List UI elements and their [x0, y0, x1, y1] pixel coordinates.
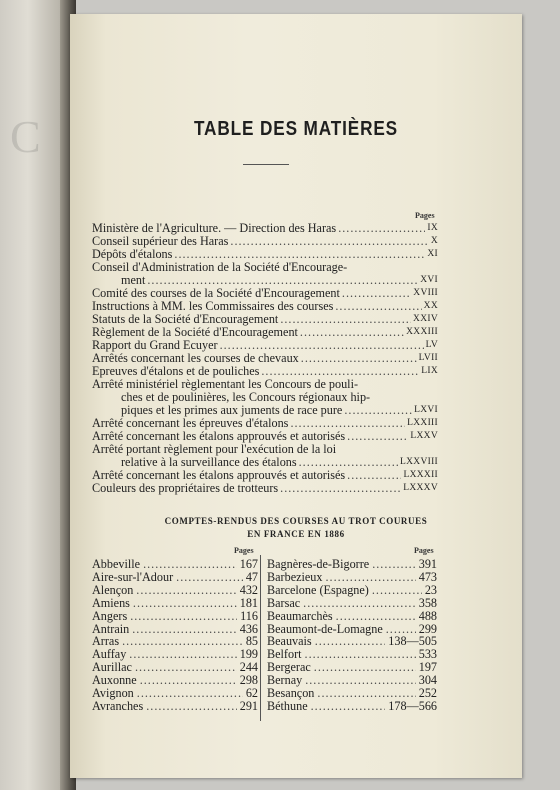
- index-place-name: Barsac: [267, 595, 301, 610]
- index-leader-dots: [326, 571, 416, 584]
- column-divider: [260, 555, 261, 721]
- section-heading-line1: COMPTES-RENDUS DES COURSES AU TROT COURUES: [164, 516, 428, 526]
- index-row: [267, 558, 437, 571]
- index-leader-dots: [311, 700, 386, 713]
- toc-entry-page: LXXIII: [407, 418, 438, 428]
- index-place-name: Arras: [92, 634, 120, 649]
- toc-entry-page: LXXVIII: [400, 457, 438, 467]
- toc-leader-dots: [300, 326, 404, 339]
- right-col-pages-label: Pages: [414, 546, 434, 555]
- toc-entry-title: Dépôts d'étalons: [92, 247, 173, 261]
- toc-entry-continuation: ment: [121, 273, 146, 287]
- toc-leader-dots: [347, 469, 401, 482]
- toc-entry-continuation: relative à la surveillance des étalons: [121, 455, 297, 469]
- toc-entry-title: Arrêté concernant les étalons approuvés et autorisés: [92, 429, 346, 443]
- section-heading-line2: EN FRANCE EN 1886: [247, 529, 345, 539]
- toc-entry-page: XVIII: [413, 288, 438, 298]
- index-page-number: 291: [239, 698, 258, 713]
- index-page-number: 178—566: [388, 698, 437, 713]
- index-place-name: Auxonne: [92, 673, 137, 688]
- toc-entry-title: Règlement de la Société d'Encouragement: [92, 325, 298, 339]
- toc-entry-page: LVII: [418, 353, 438, 363]
- title-rule: [243, 164, 289, 165]
- index-place-name: Antrain: [92, 621, 130, 636]
- left-col-pages-label: Pages: [234, 546, 254, 555]
- index-row: [267, 610, 437, 623]
- toc-leader-dots: [335, 300, 421, 313]
- index-place-name: Barbezieux: [267, 569, 323, 584]
- index-place-name: Aurillac: [92, 660, 132, 675]
- index-place-name: Beauvais: [267, 634, 312, 649]
- index-place-name: Amiens: [92, 595, 130, 610]
- index-page-number: 23: [424, 582, 437, 597]
- index-leader-dots: [136, 584, 236, 597]
- toc-leader-dots: [280, 482, 401, 495]
- index-page-number: 47: [245, 569, 258, 584]
- index-page-number: 436: [239, 621, 258, 636]
- index-row: [267, 584, 437, 597]
- toc-entry-continuation: piques et les primes aux juments de race pure: [121, 403, 343, 417]
- toc-entry-title: Epreuves d'étalons et de pouliches: [92, 364, 260, 378]
- index-leader-dots: [137, 687, 243, 700]
- toc-entry-title: Conseil supérieur des Haras: [92, 234, 229, 248]
- toc-entry-title: Arrêtés concernant les courses de chevaux: [92, 351, 299, 365]
- toc-leader-dots: [344, 404, 412, 417]
- index-leader-dots: [305, 674, 416, 687]
- index-leader-dots: [122, 635, 243, 648]
- index-place-name: Alençon: [92, 582, 134, 597]
- toc-entry-page: XVI: [420, 275, 438, 285]
- index-leader-dots: [305, 648, 416, 661]
- index-place-name: Avignon: [92, 686, 134, 701]
- toc-list: [92, 222, 438, 495]
- index-page-number: 298: [239, 673, 258, 688]
- index-row: [92, 584, 258, 597]
- index-row: [92, 597, 258, 610]
- book-page: [70, 14, 522, 778]
- index-place-name: Bergerac: [267, 660, 311, 675]
- index-page-number: 533: [418, 647, 437, 662]
- toc-entry-page: LV: [425, 340, 438, 350]
- index-row: [267, 597, 437, 610]
- index-leader-dots: [176, 571, 243, 584]
- toc-entry-title: Rapport du Grand Ecuyer: [92, 338, 218, 352]
- toc-entry-title: Comité des courses de la Société d'Encouragement: [92, 286, 340, 300]
- toc-entry-title: Instructions à MM. les Commissaires des courses: [92, 299, 334, 313]
- index-place-name: Beaumont-de-Lomagne: [267, 621, 383, 636]
- toc-entry-page: XX: [423, 301, 438, 311]
- page-title: TABLE DES MATIÈRES: [193, 118, 399, 140]
- toc-entry-page: IX: [427, 223, 438, 233]
- index-leader-dots: [315, 635, 386, 648]
- toc-entry-first-line: Conseil d'Administration de la Société d'Encourage-: [92, 260, 348, 274]
- index-leader-dots: [143, 558, 237, 571]
- toc-leader-dots: [230, 235, 428, 248]
- index-leader-dots: [140, 674, 237, 687]
- index-page-number: 138—505: [388, 634, 437, 649]
- toc-entry-page: XXXIII: [406, 327, 438, 337]
- index-page-number: 244: [239, 660, 258, 675]
- toc-entry-page: LXXXV: [403, 483, 438, 493]
- index-place-name: Bagnères-de-Bigorre: [267, 557, 370, 571]
- toc-entry-title: Statuts de la Société d'Encouragement: [92, 312, 279, 326]
- toc-leader-dots: [342, 287, 411, 300]
- index-page-number: 197: [418, 660, 437, 675]
- index-place-name: Avranches: [92, 698, 144, 713]
- index-place-name: Béthune: [267, 698, 308, 713]
- index-leader-dots: [130, 610, 237, 623]
- toc-entry-page: LIX: [421, 366, 438, 376]
- index-leader-dots: [314, 661, 416, 674]
- index-row: [267, 700, 437, 713]
- toc-pages-label: Pages: [415, 211, 435, 220]
- toc-entry-middle-line: ches et de poulinières, les Concours régionaux hip-: [121, 390, 371, 404]
- index-page-number: 199: [239, 647, 258, 662]
- toc-entry-page: X: [430, 236, 438, 246]
- toc-entry-page: LXXXII: [403, 470, 438, 480]
- index-place-name: Auffay: [92, 647, 127, 662]
- index-place-name: Angers: [92, 608, 128, 623]
- index-row: [92, 700, 258, 713]
- index-page-number: 391: [418, 557, 437, 571]
- index-leader-dots: [372, 584, 422, 597]
- toc-entry-first-line: Arrêté ministériel règlementant les Concours de pouli-: [92, 377, 359, 391]
- toc-entry-title: Arrêté concernant les épreuves d'étalons: [92, 416, 289, 430]
- index-leader-dots: [146, 700, 237, 713]
- index-page-number: 432: [239, 582, 258, 597]
- toc-leader-dots: [280, 313, 411, 326]
- index-page-number: 62: [245, 686, 258, 701]
- index-leader-dots: [135, 661, 237, 674]
- toc-entry-page: LXVI: [414, 405, 438, 415]
- index-page-number: 181: [239, 595, 258, 610]
- index-page-number: 304: [418, 673, 437, 688]
- index-row: [267, 571, 437, 584]
- index-row: [92, 610, 258, 623]
- right-index-column: [267, 558, 437, 713]
- index-page-number: 85: [245, 634, 258, 649]
- index-page-number: 116: [240, 608, 258, 623]
- index-leader-dots: [336, 610, 416, 623]
- index-place-name: Barcelone (Espagne): [267, 582, 369, 597]
- index-leader-dots: [132, 623, 236, 636]
- index-place-name: Abbeville: [92, 557, 141, 571]
- spine-bleed-through: C: [10, 111, 41, 162]
- index-page-number: 299: [418, 621, 437, 636]
- toc-entry-first-line: Arrêté portant règlement pour l'exécution de la loi: [92, 442, 337, 456]
- index-page-number: 473: [418, 569, 437, 584]
- toc-entry-page: LXXV: [410, 431, 438, 441]
- index-leader-dots: [133, 597, 237, 610]
- index-row: [92, 558, 258, 571]
- index-place-name: Besançon: [267, 686, 315, 701]
- index-place-name: Aire-sur-l'Adour: [92, 569, 174, 584]
- index-page-number: 358: [418, 595, 437, 610]
- index-place-name: Belfort: [267, 647, 302, 662]
- toc-leader-dots: [338, 222, 425, 235]
- index-leader-dots: [303, 597, 416, 610]
- index-leader-dots: [129, 648, 236, 661]
- index-page-number: 488: [418, 608, 437, 623]
- toc-entry-page: XI: [427, 249, 438, 259]
- toc-entry-title: Arrêté concernant les étalons approuvés et autorisés: [92, 468, 346, 482]
- index-page-number: 252: [418, 686, 437, 701]
- index-place-name: Beaumarchès: [267, 608, 333, 623]
- toc-leader-dots: [347, 430, 408, 443]
- toc-entry-title: Couleurs des propriétaires de trotteurs: [92, 481, 279, 495]
- toc-entry-page: XXIV: [413, 314, 438, 324]
- index-page-number: 167: [239, 557, 258, 571]
- index-place-name: Bernay: [267, 673, 303, 688]
- toc-entry: [92, 482, 438, 495]
- toc-leader-dots: [301, 352, 417, 365]
- left-index-column: [92, 558, 258, 713]
- toc-entry-title: Ministère de l'Agriculture. — Direction des Haras: [92, 221, 337, 235]
- index-leader-dots: [372, 558, 416, 571]
- index-row: [92, 571, 258, 584]
